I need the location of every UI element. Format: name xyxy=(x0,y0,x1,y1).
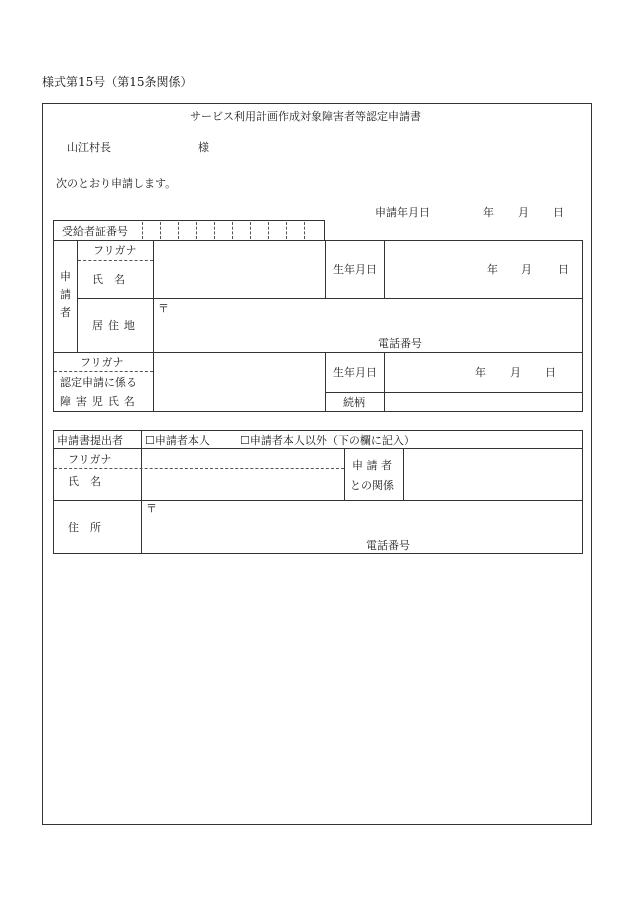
form-title: サービス利用計画作成対象障害者等認定申請書 xyxy=(190,110,421,123)
applicant-name-field[interactable] xyxy=(154,261,324,297)
submitter-relation-field[interactable] xyxy=(404,449,582,499)
submitter-relation-line2: との関係 xyxy=(350,479,394,492)
submitter-address-field[interactable] xyxy=(142,501,582,537)
submitter-phone-label: 電話番号 xyxy=(366,539,410,552)
child-name-field[interactable] xyxy=(154,373,324,410)
application-year-unit: 年 xyxy=(483,206,494,219)
applicant-dob-day-unit: 日 xyxy=(558,263,569,276)
addressee: 山江村長 xyxy=(67,141,111,154)
applicant-dob-year-unit: 年 xyxy=(487,263,498,276)
submitter-option-other[interactable]: ☐申請者本人以外（下の欄に記入） xyxy=(240,434,415,447)
applicant-postal-mark: 〒 xyxy=(158,302,169,315)
applicant-name-label: 氏 名 xyxy=(92,273,125,286)
child-furigana-label: フリガナ xyxy=(80,356,124,369)
applicant-label-3: 者 xyxy=(60,306,71,319)
submitter-phone-field[interactable] xyxy=(420,537,580,553)
statement: 次のとおり申請します。 xyxy=(56,177,177,190)
applicant-dob-field[interactable] xyxy=(385,241,581,297)
child-dob-field[interactable] xyxy=(385,353,581,391)
applicant-label-2: 請 xyxy=(60,288,71,301)
application-day-unit: 日 xyxy=(553,206,564,219)
submitter-postal-mark: 〒 xyxy=(146,502,157,515)
child-name-label-line2: 障害児氏名 xyxy=(60,395,140,408)
child-dob-year-unit: 年 xyxy=(475,366,486,379)
child-dob-label: 生年月日 xyxy=(333,366,377,379)
application-month-unit: 月 xyxy=(518,206,529,219)
application-date-label: 申請年月日 xyxy=(375,206,430,219)
submitter-name-field[interactable] xyxy=(142,469,343,499)
applicant-phone-field[interactable] xyxy=(430,335,580,351)
submitter-furigana-field[interactable] xyxy=(142,449,343,467)
submitter-furigana-label: フリガナ xyxy=(68,453,112,466)
application-day-field[interactable] xyxy=(530,204,552,220)
submitter-relation-line1: 申 請 者 xyxy=(352,459,392,472)
child-relation-label: 続柄 xyxy=(343,396,365,409)
form-number: 様式第15号（第15条関係） xyxy=(42,75,193,89)
submitter-address-label: 住 所 xyxy=(68,521,101,534)
child-relation-field[interactable] xyxy=(385,393,581,410)
applicant-dob-month-unit: 月 xyxy=(521,263,532,276)
applicant-address-field[interactable] xyxy=(154,299,582,335)
child-dob-day-unit: 日 xyxy=(545,366,556,379)
child-dob-month-unit: 月 xyxy=(510,366,521,379)
applicant-dob-label: 生年月日 xyxy=(333,263,377,276)
submitter-label: 申請書提出者 xyxy=(57,434,123,447)
applicant-furigana-label: フリガナ xyxy=(93,244,137,257)
applicant-furigana-field[interactable] xyxy=(154,241,324,259)
applicant-phone-label: 電話番号 xyxy=(378,337,422,350)
application-month-field[interactable] xyxy=(494,204,516,220)
applicant-label-1: 申 xyxy=(60,270,71,283)
child-name-label-line1: 認定申請に係る xyxy=(60,376,137,389)
submitter-option-self[interactable]: ☐申請者本人 xyxy=(145,434,210,447)
submitter-name-label: 氏 名 xyxy=(68,475,101,488)
recipient-number-field[interactable] xyxy=(142,221,324,240)
honorific: 様 xyxy=(198,141,209,154)
application-year-field[interactable] xyxy=(400,204,476,220)
recipient-number-label: 受給者証番号 xyxy=(62,225,128,238)
applicant-address-label: 居住地 xyxy=(92,319,140,332)
child-furigana-field[interactable] xyxy=(154,353,324,371)
